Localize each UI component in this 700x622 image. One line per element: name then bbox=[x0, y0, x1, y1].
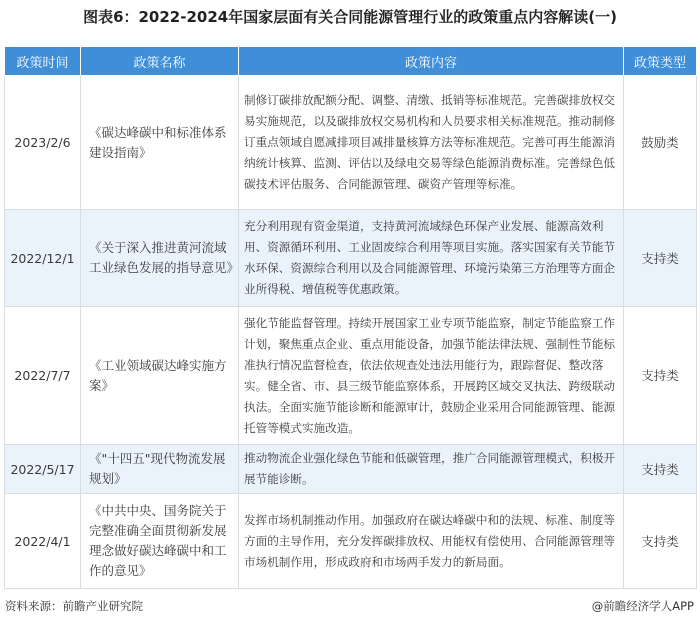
table-row bbox=[5, 445, 697, 494]
policy-type: 支持类 bbox=[624, 210, 697, 307]
policy-content: 充分利用现有资金渠道，支持黄河流域绿色环保产业发展、能源高效利用、资源循环利用、工业固废综合利用等项目实施。落实国家有关节能节水环保、资源综合利用以及合同能源管理、环境污染第三方治理等方面企业所得税、增值税等优惠政策。 bbox=[239, 210, 624, 307]
policy-content: 强化节能监督管理。持续开展国家工业专项节能监察，制定节能监察工作计划，聚焦重点企业、重点用能设备，加强节能法律法规、强制性节能标准执行情况监督检查，依法依规查处违法用能行为，跟踪督促、整改落实。健全省、市、县三级节能监察体系，开展跨区域交叉执法、跨级联动执法。全面实施节能诊断和能源审计，鼓励企业采用合同能源管理、能源托管等模式实施改造。 bbox=[239, 307, 624, 445]
brand-credit: @前瞻经济学人APP bbox=[591, 599, 694, 613]
policy-time: 2022/12/1 bbox=[5, 210, 81, 307]
policy-name: 《关于深入推进黄河流域工业绿色发展的指导意见》 bbox=[81, 210, 239, 307]
policy-name: 《工业领域碳达峰实施方案》 bbox=[81, 307, 239, 445]
table-row bbox=[5, 307, 697, 445]
policy-type: 支持类 bbox=[624, 494, 697, 589]
table-row bbox=[5, 76, 697, 210]
policy-time: 2022/5/17 bbox=[5, 445, 81, 494]
header-policy-name: 政策名称 bbox=[81, 47, 239, 76]
policy-time: 2023/2/6 bbox=[5, 76, 81, 210]
policy-name: 《碳达峰碳中和标准体系建设指南》 bbox=[81, 76, 239, 210]
policy-type: 鼓励类 bbox=[624, 76, 697, 210]
policy-table bbox=[4, 46, 697, 589]
header-policy-content: 政策内容 bbox=[239, 47, 624, 76]
source-note: 资料来源：前瞻产业研究院 bbox=[5, 599, 143, 613]
table-row bbox=[5, 494, 697, 589]
policy-content: 制修订碳排放配额分配、调整、清缴、抵销等标准规范。完善碳排放权交易实施规范，以及碳排放权交易机构和人员要求相关标准规范。推动制修订重点领域自愿减排项目减排量核算方法等标准规范。完善可再生能源消纳统计核算、监测、评估以及绿电交易等绿色能源消费标准。完善绿色低碳技术评估服务、合同能源管理、碳资产管理等标准。 bbox=[239, 76, 624, 210]
policy-content: 推动物流企业强化绿色节能和低碳管理，推广合同能源管理模式，积极开展节能诊断。 bbox=[239, 445, 624, 494]
policy-time: 2022/4/1 bbox=[5, 494, 81, 589]
table-row bbox=[5, 210, 697, 307]
policy-type: 支持类 bbox=[624, 445, 697, 494]
policy-type: 支持类 bbox=[624, 307, 697, 445]
header-policy-type: 政策类型 bbox=[624, 47, 697, 76]
header-policy-time: 政策时间 bbox=[5, 47, 81, 76]
policy-name: 《"十四五"现代物流发展规划》 bbox=[81, 445, 239, 494]
policy-time: 2022/7/7 bbox=[5, 307, 81, 445]
policy-content: 发挥市场机制推动作用。加强政府在碳达峰碳中和的法规、标准、制度等方面的主导作用，充分发挥碳排放权、用能权有偿使用、合同能源管理等市场机制作用，形成政府和市场两手发力的新局面。 bbox=[239, 494, 624, 589]
table-header-row bbox=[5, 47, 697, 76]
page-title: 图表6：2022-2024年国家层面有关合同能源管理行业的政策重点内容解读(一) bbox=[83, 8, 617, 26]
policy-name: 《中共中央、国务院关于完整准确全面贯彻新发展理念做好碳达峰碳中和工作的意见》 bbox=[81, 494, 239, 589]
